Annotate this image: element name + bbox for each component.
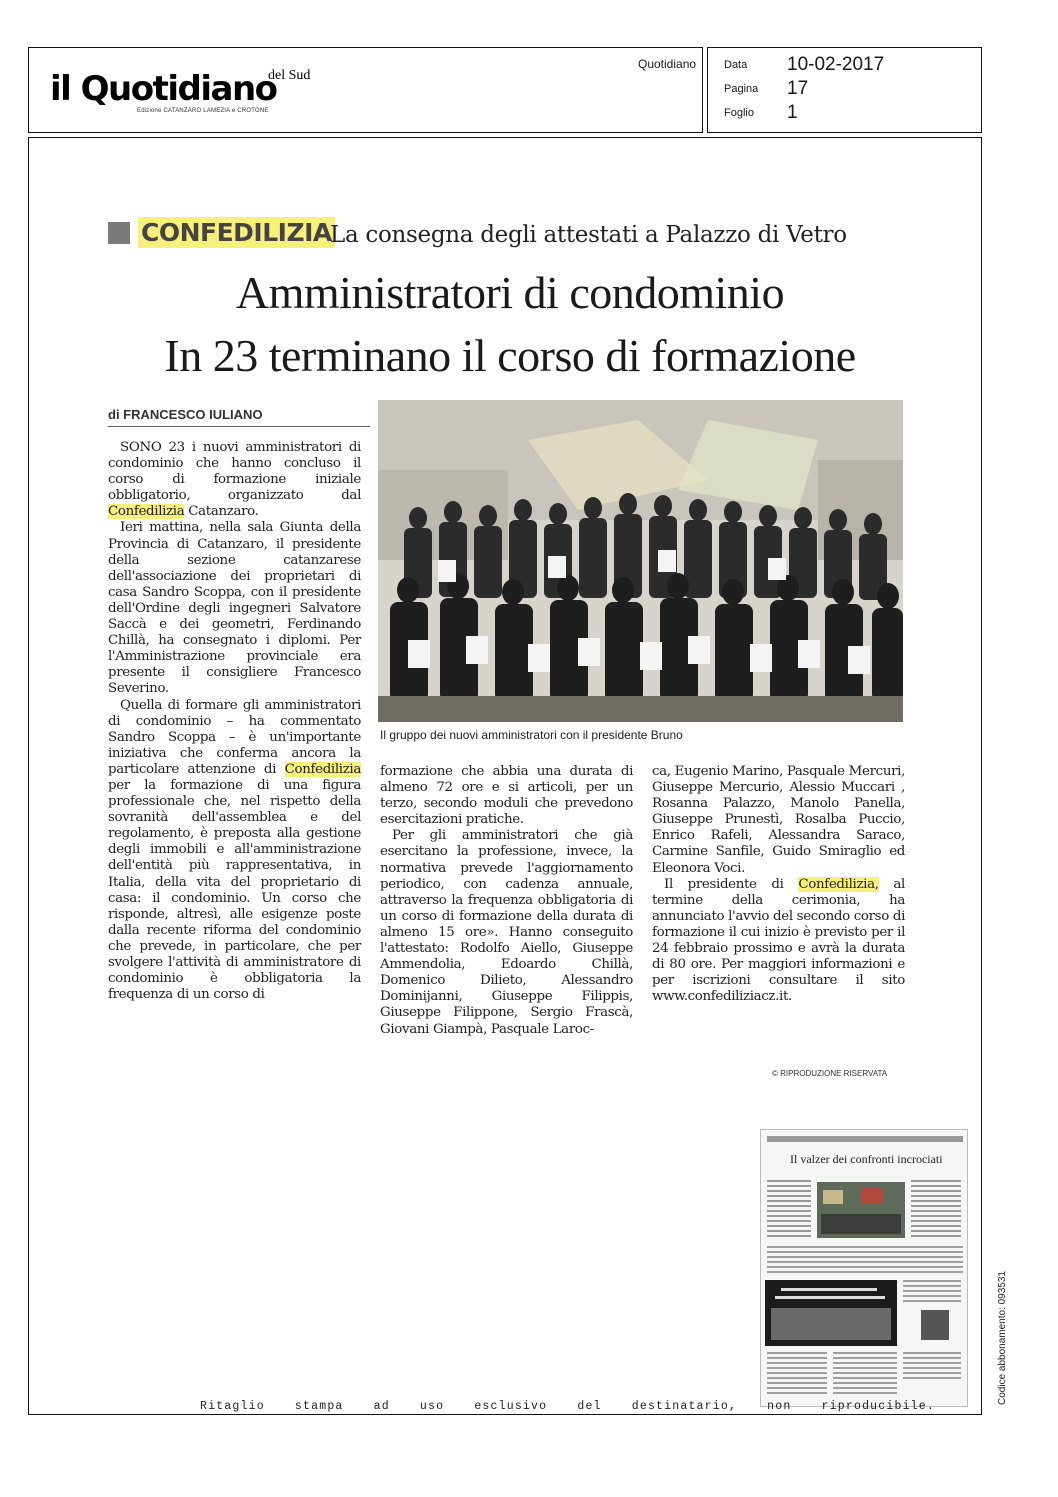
byline: di FRANCESCO IULIANO [108, 407, 263, 422]
article-column-1 [108, 440, 361, 1003]
column-1-paragraph-1 [108, 440, 361, 520]
col1-text-b: Catanzaro. [184, 504, 259, 520]
photo-caption: Il gruppo dei nuovi amministratori con il presidente Bruno [380, 728, 683, 742]
col1-text-a: SONO 23 i nuovi amministratori di condominio che hanno concluso il corso di formazione iniziale obbligatorio, organizzato dal [108, 440, 361, 504]
sheet-value: 1 [787, 102, 798, 123]
col3-text-b: al termine della cerimonia, ha annunciato l'avvio del secondo corso di formazione il cui inizio è previsto per il 24 febbraio prossimo e avrà la durata di 80 ore. Per maggiori informazioni e per iscrizioni consultare il sito www.confediliziacz.it. [652, 876, 905, 1005]
column-3-paragraph-2 [652, 877, 905, 1006]
col3-highlight: Confedilizia, [798, 876, 879, 892]
byline-rule [108, 426, 370, 427]
newspaper-logo: il Quotidiano [50, 69, 277, 109]
kicker-brand: CONFEDILIZIA [138, 217, 335, 248]
publication-type: Quotidiano [638, 57, 697, 71]
sheet-label: Foglio [724, 107, 754, 119]
group-photo-image [378, 400, 903, 722]
headline-line-2: In 23 terminano il corso di formazione [164, 330, 856, 381]
col1-text-c: Quella di formare gli amministratori di condominio – ha commentato Sandro Scoppa – è un'importante iniziativa che conferma ancora la particolare attenzione di [108, 697, 361, 777]
thumbnail-title: Il valzer dei confronti incrociati [790, 1152, 943, 1166]
footer-notice: Ritaglio stampa ad uso esclusivo del destinatario, non riproducibile. [200, 1400, 935, 1413]
column-1-paragraph-3 [108, 698, 361, 1004]
headline-line-1: Amministratori di condominio [235, 267, 785, 318]
rights-notice: © RIPRODUZIONE RISERVATA [772, 1069, 888, 1078]
kicker-text: La consegna degli attestati a Palazzo di Vetro [330, 222, 847, 248]
page-thumbnail-image [761, 1130, 968, 1407]
page-label: Pagina [724, 83, 759, 95]
kicker-square [108, 222, 130, 244]
subscription-code: Codice abbonamento: 093531 [997, 1271, 1008, 1405]
article-column-3 [652, 764, 905, 1005]
group-photo [378, 400, 903, 722]
date-label: Data [724, 59, 748, 71]
column-1-paragraph-2: Ieri mattina, nella sala Giunta della Provincia di Catanzaro, il presidente della sezione catanzarese dell'associazione dei proprietari di casa Sandro Scoppa, con il presidente dell'Ordine degli ingegneri Salvatore Saccà e dei geometri, Ferdinando Chillà, ha consegnato i diplomi. Per l'Amministrazione provinciale era presente il consigliere Francesco Severino. [108, 520, 361, 697]
col3-text-a: Il presidente di [664, 876, 799, 892]
column-2-paragraph-1: formazione che abbia una durata di almeno 72 ore e si articoli, per un terzo, secondo moduli che prevedono esercitazioni pratiche. [380, 764, 633, 828]
logo-suffix: del Sud [268, 68, 311, 83]
page-thumbnail [760, 1129, 968, 1407]
article-column-2 [380, 764, 633, 1038]
page-value: 17 [787, 78, 809, 99]
col1-highlight-2: Confedilizia [284, 761, 361, 777]
date-value: 10-02-2017 [787, 54, 885, 75]
col1-highlight-1: Confedilizia [108, 504, 185, 520]
col1-text-d: per la formazione di una figura professionale che, nel rispetto della sovranità dell'assemblea e del regolamento, è preposta alla gestione degli immobili e all'amministrazione dell'entità più rappresentativa, in Italia, della vita del proprietario di casa: il condominio. Un corso che risponde, altresì, alle esigenze poste dalla recente riforma del condominio che prevede, in particolare, che per svolgere l'attività di amministratore di condominio è obbligatoria la frequenza di un corso di [108, 777, 361, 1003]
column-3-paragraph-1: ca, Eugenio Marino, Pasquale Mercuri, Giuseppe Mercurio, Alessio Muccari , Rosanna Palazzo, Manolo Panella, Giuseppe Prunestì, Rosalba Puccio, Enrico Rafeli, Alessandra Saraco, Carmine Sanfile, Guido Smiraglio ed Eleonora Voci. [652, 764, 905, 876]
logo-edition: Edizione CATANZARO LAMEZIA e CROTONE [137, 108, 269, 114]
column-2-paragraph-2: Per gli amministratori che già esercitano la professione, invece, la normativa prevede l'aggiornamento periodico, con cadenza annuale, attraverso la frequenza obbligatoria di un corso di formazione della durata di almeno 15 ore». Hanno conseguito l'attestato: Rodolfo Aiello, Giuseppe Ammendolia, Edoardo Chillà, Domenico Dilieto, Alessandro Dominijanni, Giuseppe Filippis, Giuseppe Filippone, Sergio Frascà, Giovani Giampà, Pasquale Laroc- [380, 828, 633, 1037]
